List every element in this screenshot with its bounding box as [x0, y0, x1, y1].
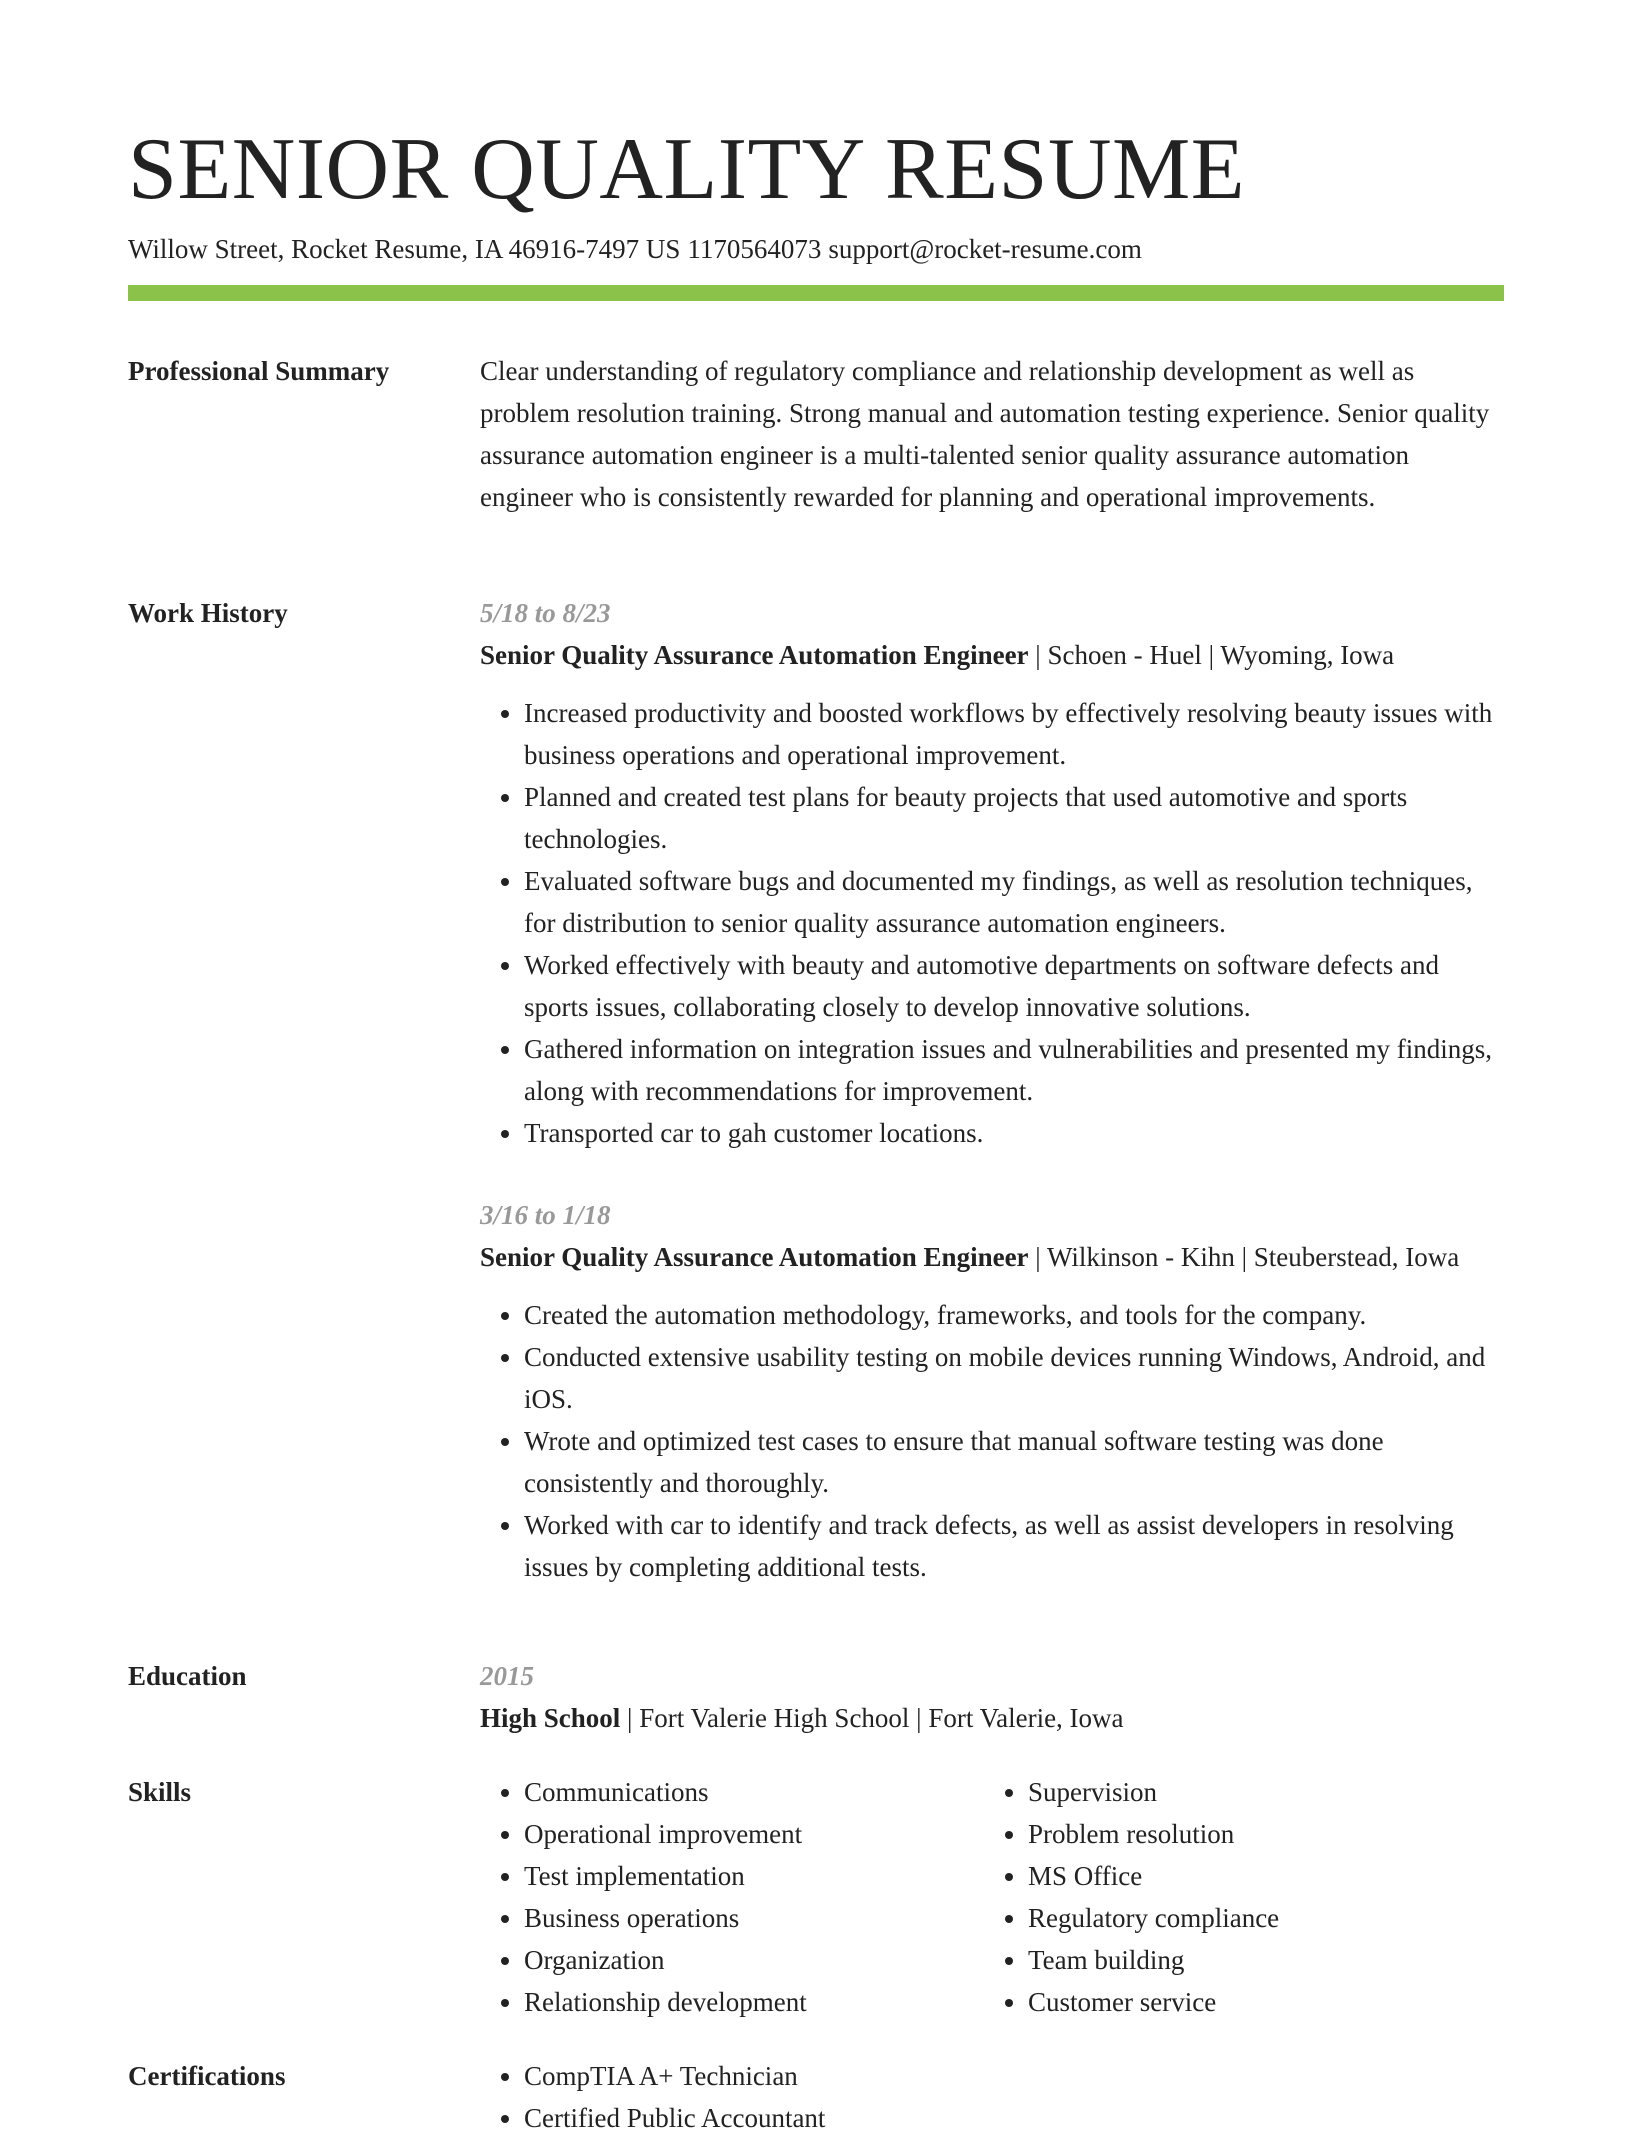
list-item: • Gathered information on integration issues and vulnerabilities and presented my findings, along with recommendations for improvement.	[524, 1028, 1504, 1112]
list-item: • Worked effectively with beauty and automotive departments on software defects and sports issues, collaborating closely to develop innovative solutions.	[524, 944, 1504, 1028]
education-degree: High School	[480, 1703, 621, 1733]
list-item: • Relationship development	[524, 1981, 984, 2023]
list-item: • Planned and created test plans for beauty projects that used automotive and sports technologies.	[524, 776, 1504, 860]
certifications-body	[480, 2055, 1504, 2139]
job-bullets	[480, 692, 1504, 1154]
skills-columns	[480, 1771, 1504, 2023]
education-line	[480, 1697, 1504, 1739]
list-item: • Wrote and optimized test cases to ensure that manual software testing was done consistently and thoroughly.	[524, 1420, 1504, 1504]
list-item: • Problem resolution	[1028, 1813, 1488, 1855]
work-history-body	[480, 592, 1504, 1588]
contact-line	[128, 229, 1142, 269]
education-body	[480, 1655, 1504, 1739]
resume-title: SENIOR QUALITY RESUME	[128, 121, 1245, 218]
list-item: • MS Office	[1028, 1855, 1488, 1897]
job-dates: 5/18 to 8/23	[480, 598, 611, 628]
list-item: • Team building	[1028, 1939, 1488, 1981]
list-item: • CompTIA A+ Technician	[524, 2055, 1504, 2097]
job-bullets	[480, 1294, 1504, 1588]
contact-address: Willow Street, Rocket Resume, IA 46916-7497 US	[128, 234, 681, 264]
accent-divider	[128, 285, 1504, 301]
list-item: • Operational improvement	[524, 1813, 984, 1855]
skills-heading: Skills	[128, 1777, 192, 1807]
summary-heading: Professional Summary	[128, 356, 390, 386]
list-item: • Organization	[524, 1939, 984, 1981]
job-entry	[480, 1194, 1504, 1588]
job-heading	[480, 1236, 1504, 1278]
summary-body	[480, 350, 1504, 518]
education-year: 2015	[480, 1661, 534, 1691]
list-item: • Evaluated software bugs and documented my findings, as well as resolution techniques, for distribution to senior quality assurance automation engineers.	[524, 860, 1504, 944]
work-history-heading: Work History	[128, 598, 288, 628]
list-item: • Certified Public Accountant	[524, 2097, 1504, 2139]
job-details: | Wilkinson - Kihn | Steuberstead, Iowa	[1028, 1242, 1460, 1272]
job-title: Senior Quality Assurance Automation Engineer	[480, 640, 1029, 670]
skills-column-left	[480, 1771, 984, 2023]
skills-body	[480, 1771, 1504, 2023]
list-item: • Business operations	[524, 1897, 984, 1939]
list-item: • Worked with car to identify and track defects, as well as assist developers in resolving issues by completing additional tests.	[524, 1504, 1504, 1588]
contact-phone: 1170564073	[687, 234, 822, 264]
list-item: • Regulatory compliance	[1028, 1897, 1488, 1939]
list-item: • Conducted extensive usability testing on mobile devices running Windows, Android, and iOS.	[524, 1336, 1504, 1420]
list-item: • Communications	[524, 1771, 984, 1813]
job-dates: 3/16 to 1/18	[480, 1200, 611, 1230]
summary-text: Clear understanding of regulatory compliance and relationship development as well as problem resolution training. Strong manual and automation testing experience. Senior quality assurance automation engineer is a multi-talented senior quality assurance automation engineer who is consistently rewarded for planning and operational improvements.	[480, 356, 1490, 512]
list-item: • Supervision	[1028, 1771, 1488, 1813]
list-item: • Transported car to gah customer locations.	[524, 1112, 1504, 1154]
job-entry	[480, 592, 1504, 1154]
certifications-heading: Certifications	[128, 2061, 286, 2091]
contact-email: support@rocket-resume.com	[828, 234, 1142, 264]
list-item: • Created the automation methodology, frameworks, and tools for the company.	[524, 1294, 1504, 1336]
education-details: | Fort Valerie High School | Fort Valerie, Iowa	[620, 1703, 1124, 1733]
education-heading: Education	[128, 1661, 247, 1691]
certifications-list	[480, 2055, 1504, 2139]
job-details: | Schoen - Huel | Wyoming, Iowa	[1028, 640, 1395, 670]
job-title: Senior Quality Assurance Automation Engineer	[480, 1242, 1029, 1272]
list-item: • Test implementation	[524, 1855, 984, 1897]
list-item: • Customer service	[1028, 1981, 1488, 2023]
skills-column-right	[984, 1771, 1488, 2023]
job-heading	[480, 634, 1504, 676]
list-item: • Increased productivity and boosted workflows by effectively resolving beauty issues with business operations and operational improvement.	[524, 692, 1504, 776]
